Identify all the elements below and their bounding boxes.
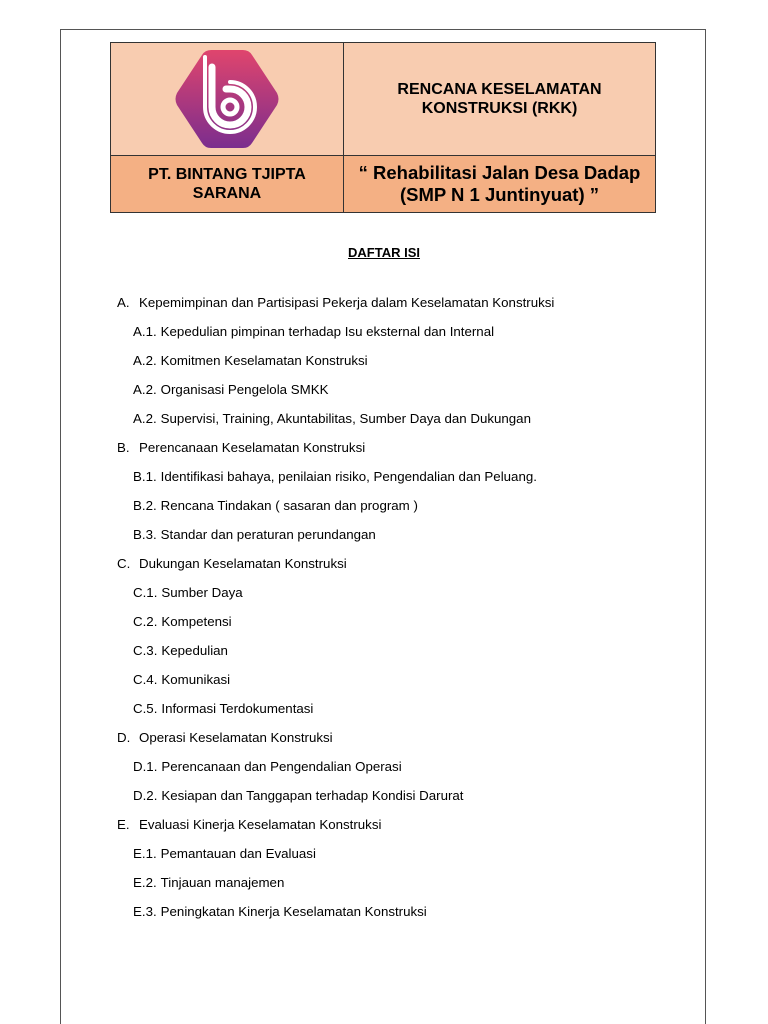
toc-item-code: E.3. [133, 904, 157, 919]
hexagon-b-logo-icon [172, 49, 282, 149]
toc-item-text: Rencana Tindakan ( sasaran dan program ) [160, 498, 418, 513]
toc-item-text: Perencanaan dan Pengendalian Operasi [161, 759, 402, 774]
toc-subsection-item [0, 321, 768, 350]
toc-subsection-item [0, 785, 768, 814]
toc-item-code: D.1. [133, 759, 158, 774]
toc-subsection-item [0, 756, 768, 785]
toc-subsection-item [0, 466, 768, 495]
document-title-cell [344, 43, 656, 156]
toc-item-text: Dukungan Keselamatan Konstruksi [139, 556, 347, 571]
company-cell [111, 156, 344, 213]
toc-item-code: B.2. [133, 498, 157, 513]
toc-section-item [0, 814, 768, 843]
toc-item-code: A.2. [133, 411, 157, 426]
document-header-table [110, 42, 656, 213]
toc-item-code: D.2. [133, 788, 158, 803]
toc-item-text: Kompetensi [161, 614, 232, 629]
toc-item-code: C.3. [133, 643, 158, 658]
toc-item-code: A.2. [133, 353, 157, 368]
toc-item-code: B.3. [133, 527, 157, 542]
toc-item-text: Kepedulian pimpinan terhadap Isu eksternal dan Internal [160, 324, 495, 339]
company-name: PT. BINTANG TJIPTA SARANA [148, 166, 306, 202]
toc-item-code: C. [117, 556, 131, 571]
toc-subsection-item [0, 379, 768, 408]
toc-item-code: C.4. [133, 672, 158, 687]
toc-item-text: Operasi Keselamatan Konstruksi [139, 730, 333, 745]
toc-section-item [0, 292, 768, 321]
toc-item-code: A.1. [133, 324, 157, 339]
toc-item-code: E.2. [133, 875, 157, 890]
project-cell [344, 156, 656, 213]
toc-subsection-item [0, 611, 768, 640]
table-of-contents [0, 292, 768, 930]
toc-item-text: Sumber Daya [161, 585, 243, 600]
toc-item-code: C.5. [133, 701, 158, 716]
toc-item-text: Kesiapan dan Tanggapan terhadap Kondisi Darurat [161, 788, 464, 803]
toc-subsection-item [0, 872, 768, 901]
toc-item-text: Supervisi, Training, Akuntabilitas, Sumber Daya dan Dukungan [160, 411, 531, 426]
toc-subsection-item [0, 495, 768, 524]
toc-item-code: B. [117, 440, 130, 455]
toc-item-code: C.1. [133, 585, 158, 600]
toc-item-text: Kepemimpinan dan Partisipasi Pekerja dalam Keselamatan Konstruksi [139, 295, 555, 310]
toc-item-text: Identifikasi bahaya, penilaian risiko, Pengendalian dan Peluang. [160, 469, 537, 484]
toc-item-text: Peningkatan Kinerja Keselamatan Konstruksi [160, 904, 427, 919]
toc-item-code: C.2. [133, 614, 158, 629]
toc-heading: DAFTAR ISI [348, 245, 420, 260]
toc-item-code: E. [117, 817, 130, 832]
toc-section-item [0, 553, 768, 582]
toc-subsection-item [0, 698, 768, 727]
toc-subsection-item [0, 843, 768, 872]
toc-item-code: D. [117, 730, 131, 745]
toc-subsection-item [0, 350, 768, 379]
logo-cell [111, 43, 344, 156]
toc-item-text: Organisasi Pengelola SMKK [160, 382, 329, 397]
toc-item-text: Perencanaan Keselamatan Konstruksi [139, 440, 366, 455]
toc-item-text: Tinjauan manajemen [160, 875, 285, 890]
toc-item-text: Evaluasi Kinerja Keselamatan Konstruksi [139, 817, 382, 832]
toc-subsection-item [0, 524, 768, 553]
document-title: RENCANA KESELAMATAN KONSTRUKSI (RKK) [397, 81, 602, 117]
toc-section-item [0, 727, 768, 756]
toc-subsection-item [0, 408, 768, 437]
toc-item-code: E.1. [133, 846, 157, 861]
toc-item-code: B.1. [133, 469, 157, 484]
toc-section-item [0, 437, 768, 466]
toc-item-text: Pemantauan dan Evaluasi [160, 846, 316, 861]
toc-subsection-item [0, 901, 768, 930]
toc-subsection-item [0, 640, 768, 669]
toc-item-text: Kepedulian [161, 643, 228, 658]
toc-item-text: Komitmen Keselamatan Konstruksi [160, 353, 368, 368]
toc-item-code: A.2. [133, 382, 157, 397]
toc-subsection-item [0, 582, 768, 611]
toc-item-text: Standar dan peraturan perundangan [160, 527, 376, 542]
toc-item-text: Komunikasi [161, 672, 231, 687]
toc-item-text: Informasi Terdokumentasi [161, 701, 314, 716]
project-name: “ Rehabilitasi Jalan Desa Dadap (SMP N 1 Juntinyuat) ” [358, 162, 641, 205]
toc-item-code: A. [117, 295, 130, 310]
toc-subsection-item [0, 669, 768, 698]
